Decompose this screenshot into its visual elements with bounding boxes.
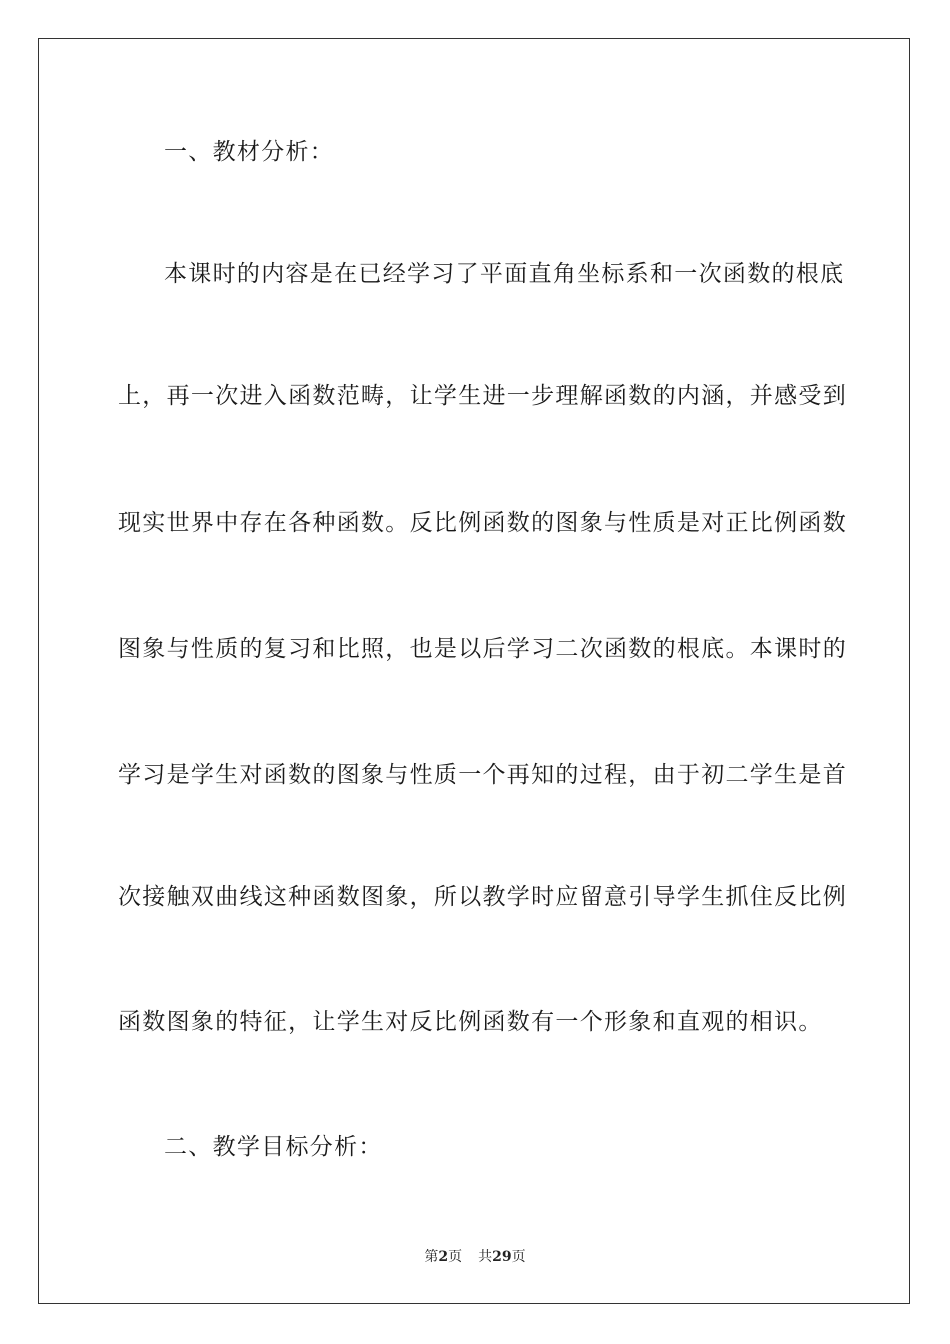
paragraph-line-4: 图象与性质的复习和比照，也是以后学习二次函数的根底。本课时的 xyxy=(118,636,847,662)
paragraph-line-2: 上，再一次进入函数范畴，让学生进一步理解函数的内涵，并感受到 xyxy=(118,383,847,409)
footer-page-number: 2 xyxy=(438,1249,449,1265)
footer-total-suffix: 页 xyxy=(511,1249,526,1265)
section-heading-2: 二、教学目标分析： xyxy=(164,1134,383,1160)
footer-page-prefix: 第 xyxy=(424,1249,439,1265)
paragraph-line-3: 现实世界中存在各种函数。反比例函数的图象与性质是对正比例函数 xyxy=(118,510,847,536)
paragraph-line-5: 学习是学生对函数的图象与性质一个再知的过程，由于初二学生是首 xyxy=(118,762,847,788)
footer-total-pages: 29 xyxy=(492,1249,512,1265)
footer-page-suffix: 页 xyxy=(448,1249,463,1265)
page-border xyxy=(38,38,910,1304)
section-heading-1: 一、教材分析： xyxy=(164,139,335,165)
footer-total-prefix: 共 xyxy=(478,1249,493,1265)
paragraph-line-6: 次接触双曲线这种函数图象，所以教学时应留意引导学生抓住反比例 xyxy=(118,884,847,910)
paragraph-line-1: 本课时的内容是在已经学习了平面直角坐标系和一次函数的根底 xyxy=(164,261,845,287)
page-footer xyxy=(0,1247,950,1267)
paragraph-line-7: 函数图象的特征，让学生对反比例函数有一个形象和直观的相识。 xyxy=(118,1009,823,1035)
